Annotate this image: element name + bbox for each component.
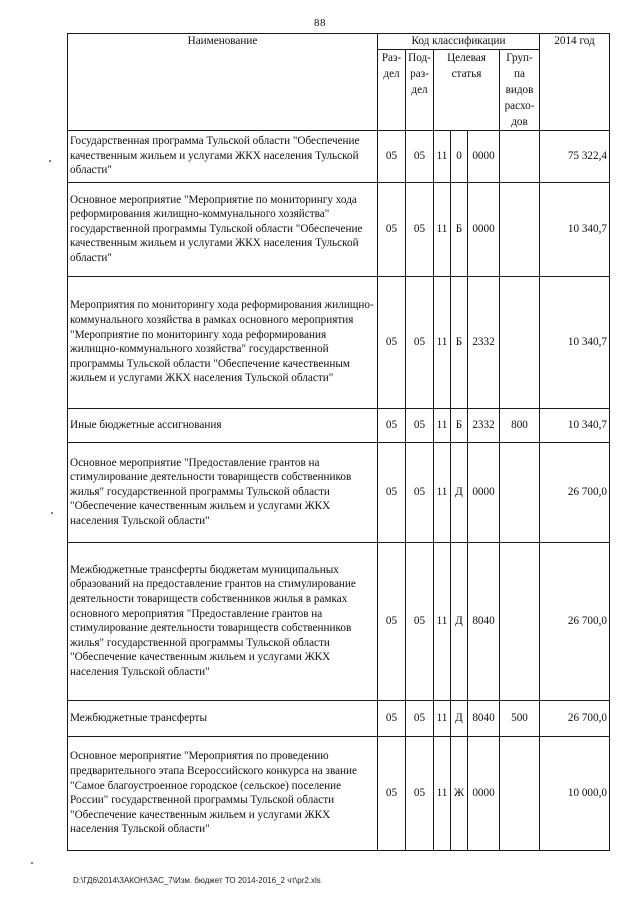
row-subsection: 05 bbox=[406, 736, 434, 850]
row-target-b: Б bbox=[451, 276, 468, 408]
table-row bbox=[68, 736, 610, 850]
row-target-b: Б bbox=[451, 408, 468, 442]
row-subsection: 05 bbox=[406, 542, 434, 700]
row-target-b: Ж bbox=[451, 736, 468, 850]
row-name: Основное мероприятие "Мероприятие по мониторингу хода реформирования жилищно-коммунального хозяйства" государственной программы Тульской области "Обеспечение качественным жильем и услугами ЖКХ населения Тульской области" bbox=[68, 182, 378, 276]
file-path-footer: D:\ГД6\2014\ЗАКОН\ЗАС_7\Изм. бюджет ТО 2014-2016_2 чт\pr2.xls bbox=[73, 876, 321, 885]
row-target-a: 11 bbox=[434, 276, 451, 408]
row-section: 05 bbox=[378, 408, 406, 442]
header-name: Наименование bbox=[68, 34, 378, 131]
row-subsection: 05 bbox=[406, 408, 434, 442]
row-target-c: 8040 bbox=[468, 542, 500, 700]
row-section: 05 bbox=[378, 700, 406, 736]
row-target-b: Д bbox=[451, 542, 468, 700]
row-amount: 26 700,0 bbox=[540, 442, 610, 542]
row-amount: 10 340,7 bbox=[540, 276, 610, 408]
row-target-a: 11 bbox=[434, 130, 451, 182]
row-target-a: 11 bbox=[434, 542, 451, 700]
table-row bbox=[68, 130, 610, 182]
row-amount: 10 340,7 bbox=[540, 408, 610, 442]
row-expense-group bbox=[500, 182, 540, 276]
row-target-a: 11 bbox=[434, 736, 451, 850]
row-expense-group bbox=[500, 442, 540, 542]
row-target-b: Б bbox=[451, 182, 468, 276]
row-target-b: Д bbox=[451, 442, 468, 542]
table-row bbox=[68, 408, 610, 442]
row-target-c: 0000 bbox=[468, 182, 500, 276]
row-subsection: 05 bbox=[406, 276, 434, 408]
row-subsection: 05 bbox=[406, 442, 434, 542]
table-row bbox=[68, 276, 610, 408]
row-expense-group: 800 bbox=[500, 408, 540, 442]
row-name: Мероприятия по мониторингу хода реформирования жилищно-коммунального хозяйства в рамках основного мероприятия "Мероприятие по мониторингу хода реформирования жилищно-коммунального хозяйства" государственной программы Тульской области "Обеспечение качественным жильем и услугами ЖКХ населения Тульской области" bbox=[68, 276, 378, 408]
row-section: 05 bbox=[378, 736, 406, 850]
table-row bbox=[68, 700, 610, 736]
row-amount: 10 340,7 bbox=[540, 182, 610, 276]
row-name: Основное мероприятие "Предоставление грантов на стимулирование деятельности товариществ собственников жилья" государственной программы Тульской области "Обеспечение качественным жильем и услугами ЖКХ населения Тульской области" bbox=[68, 442, 378, 542]
page-number: 88 bbox=[314, 17, 326, 29]
row-name: Иные бюджетные ассигнования bbox=[68, 408, 378, 442]
row-amount: 26 700,0 bbox=[540, 700, 610, 736]
row-expense-group bbox=[500, 736, 540, 850]
header-target-article: Целевая статья bbox=[434, 49, 500, 130]
row-name: Государственная программа Тульской области "Обеспечение качественным жильем и услугами ЖКХ населения Тульской области" bbox=[68, 130, 378, 182]
row-section: 05 bbox=[378, 276, 406, 408]
row-target-c: 2332 bbox=[468, 276, 500, 408]
row-target-c: 2332 bbox=[468, 408, 500, 442]
row-section: 05 bbox=[378, 130, 406, 182]
row-target-c: 8040 bbox=[468, 700, 500, 736]
row-expense-group bbox=[500, 542, 540, 700]
row-expense-group: 500 bbox=[500, 700, 540, 736]
row-target-b: 0 bbox=[451, 130, 468, 182]
row-amount: 10 000,0 bbox=[540, 736, 610, 850]
row-section: 05 bbox=[378, 542, 406, 700]
header-section: Раз-дел bbox=[378, 49, 406, 130]
row-expense-group bbox=[500, 130, 540, 182]
row-section: 05 bbox=[378, 442, 406, 542]
row-target-c: 0000 bbox=[468, 130, 500, 182]
row-target-c: 0000 bbox=[468, 442, 500, 542]
header-row-top bbox=[68, 34, 610, 50]
row-subsection: 05 bbox=[406, 700, 434, 736]
scan-mark bbox=[49, 160, 51, 162]
header-classification: Код классификации bbox=[378, 34, 540, 50]
row-target-b: Д bbox=[451, 700, 468, 736]
row-name: Межбюджетные трансферты бюджетам муниципальных образований на предоставление грантов на стимулирование деятельности товариществ собственников жилья в рамках основного мероприятия "Предоставление грантов на стимулирование деятельности товариществ собственников жилья" государственной программы Тульской области "Обеспечение качественным жильем и услугами ЖКХ населения Тульской области" bbox=[68, 542, 378, 700]
row-amount: 75 322,4 bbox=[540, 130, 610, 182]
row-target-a: 11 bbox=[434, 182, 451, 276]
row-target-a: 11 bbox=[434, 442, 451, 542]
table-row bbox=[68, 182, 610, 276]
header-expense-group: Груп-па видов расхо-дов bbox=[500, 49, 540, 130]
header-year: 2014 год bbox=[540, 34, 610, 131]
row-amount: 26 700,0 bbox=[540, 542, 610, 700]
row-subsection: 05 bbox=[406, 182, 434, 276]
row-section: 05 bbox=[378, 182, 406, 276]
row-target-a: 11 bbox=[434, 700, 451, 736]
row-target-c: 0000 bbox=[468, 736, 500, 850]
row-expense-group bbox=[500, 276, 540, 408]
row-name: Межбюджетные трансферты bbox=[68, 700, 378, 736]
table-row bbox=[68, 442, 610, 542]
header-subsection: Под-раз-дел bbox=[406, 49, 434, 130]
scan-mark bbox=[31, 862, 33, 864]
scan-mark bbox=[51, 512, 53, 514]
row-target-a: 11 bbox=[434, 408, 451, 442]
table-row bbox=[68, 542, 610, 700]
row-subsection: 05 bbox=[406, 130, 434, 182]
budget-table bbox=[67, 33, 610, 851]
row-name: Основное мероприятие "Мероприятия по проведению предварительного этапа Всероссийского конкурса на звание "Самое благоустроенное городское (сельское) поселение России" государственной программы Тульской области "Обеспечение качественным жильем и услугами ЖКХ населения Тульской области" bbox=[68, 736, 378, 850]
